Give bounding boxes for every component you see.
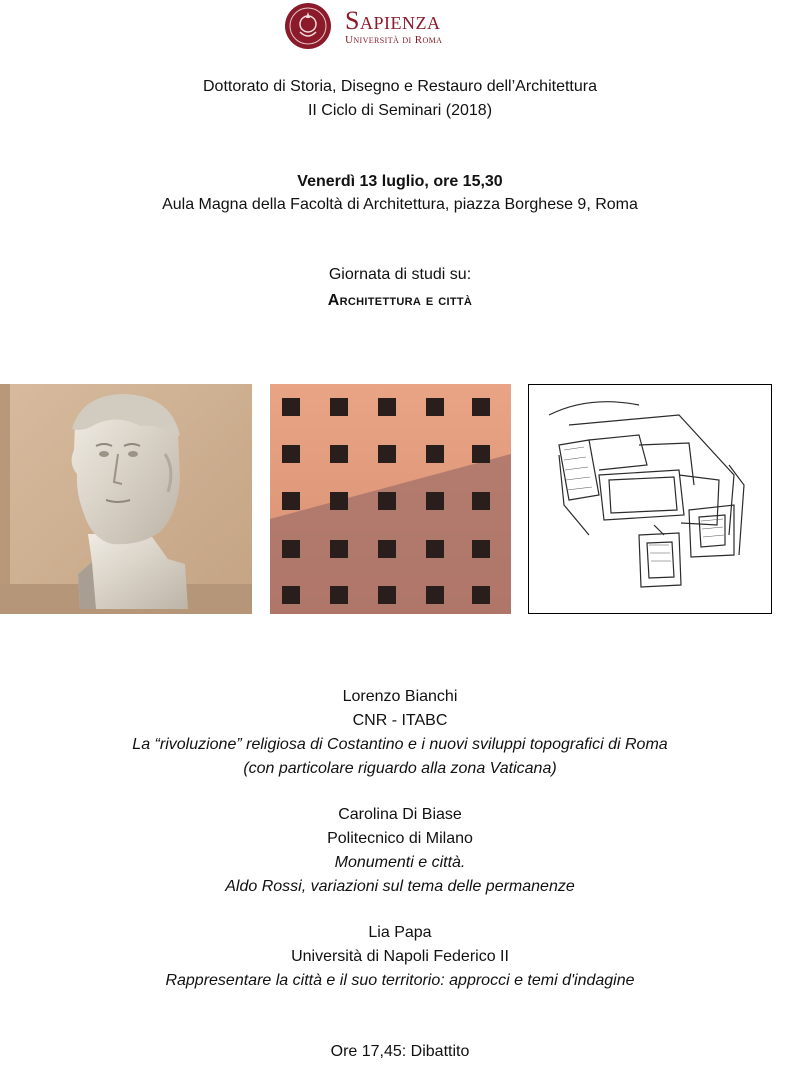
speaker-2-title-line-1: Monumenti e città. bbox=[334, 854, 466, 871]
speaker-2-name: Carolina Di Biase bbox=[338, 806, 462, 823]
closing-debate: Ore 17,45: Dibattito bbox=[330, 1043, 470, 1060]
speaker-2-affiliation: Politecnico di Milano bbox=[327, 830, 473, 847]
doctorate-title: Dottorato di Storia, Disegno e Restauro dell’Architettura bbox=[203, 78, 597, 95]
speaker-1-affiliation: CNR - ITABC bbox=[352, 712, 448, 729]
event-date: Venerdì 13 luglio, ore 15,30 bbox=[297, 173, 503, 190]
event-venue: Aula Magna della Facoltà di Architettura, piazza Borghese 9, Roma bbox=[162, 196, 638, 213]
sapienza-seal-logo bbox=[284, 2, 332, 50]
seminar-cycle: II Ciclo di Seminari (2018) bbox=[307, 102, 493, 119]
logo-title: Sapienza bbox=[345, 6, 441, 35]
study-day-label: Giornata di studi su: bbox=[328, 266, 472, 283]
architectural-sketch-image bbox=[528, 384, 772, 614]
speaker-1-title-line-1: La “rivoluzione” religiosa di Costantino e i nuovi sviluppi topografici di Roma bbox=[132, 736, 668, 753]
speaker-3-affiliation: Università di Napoli Federico II bbox=[291, 948, 509, 965]
study-day-title: Architettura e città bbox=[327, 292, 473, 309]
bust-image bbox=[0, 384, 252, 614]
speaker-1-title-line-2: (con particolare riguardo alla zona Vaticana) bbox=[243, 760, 557, 777]
logo-subtitle: Università di Roma bbox=[345, 34, 443, 46]
speaker-3-title-line-1: Rappresentare la città e il suo territorio: approcci e temi d'indagine bbox=[165, 972, 635, 989]
speaker-3-name: Lia Papa bbox=[368, 924, 432, 941]
speaker-2-title-line-2: Aldo Rossi, variazioni sul tema delle permanenze bbox=[225, 878, 575, 895]
speaker-1-name: Lorenzo Bianchi bbox=[342, 688, 458, 705]
building-facade-image bbox=[270, 384, 511, 614]
